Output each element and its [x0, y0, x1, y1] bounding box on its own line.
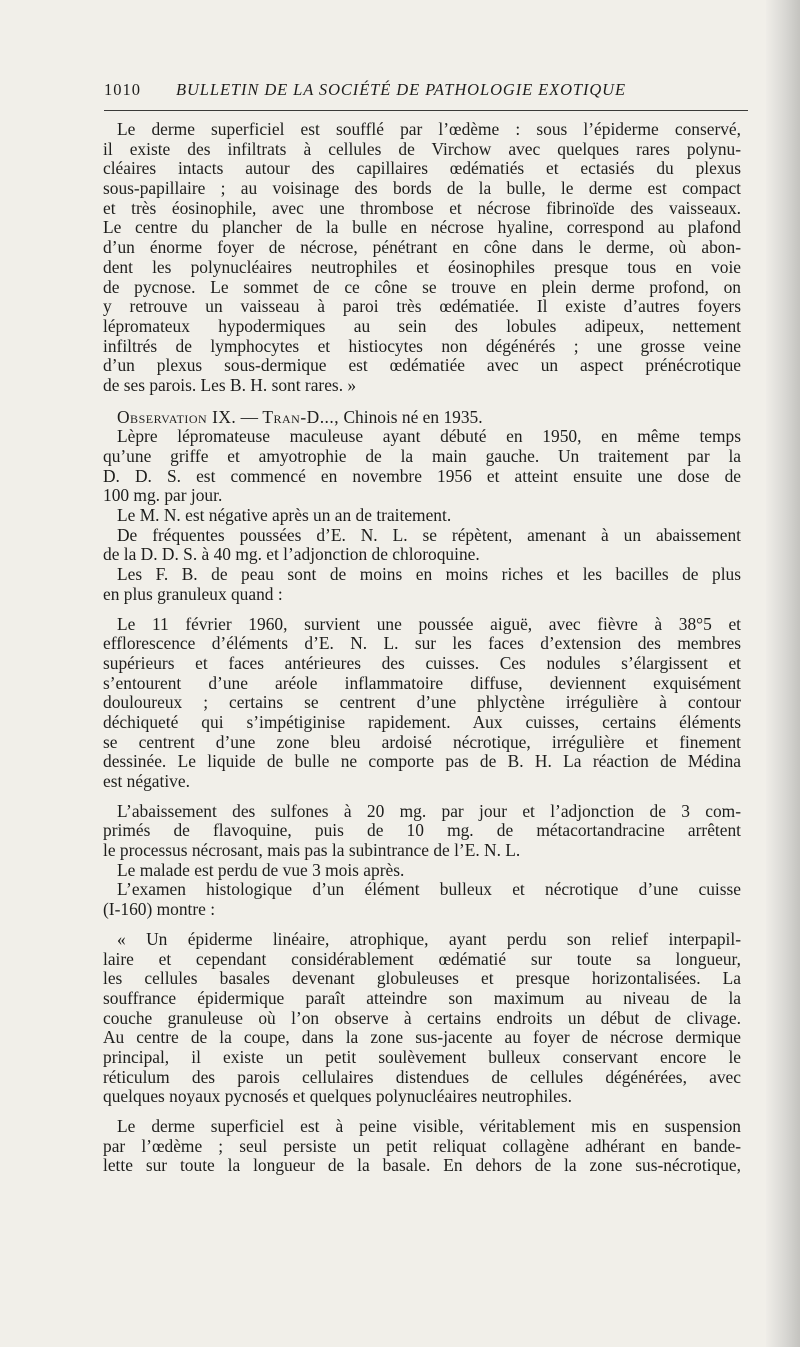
- text-line: Les F. B. de peau sont de moins en moins riches et les bacilles de plus: [117, 564, 741, 585]
- text-line: se centrent d’une zone bleu ardoisé nécrotique, irrégulière et finement: [103, 731, 741, 752]
- text-line: le processus nécrosant, mais pas la subintrance de l’E. N. L.: [103, 840, 521, 861]
- paragraph-histology-quote: [103, 930, 741, 1107]
- text-line: L’examen histologique d’un élément bulleux et nécrotique d’une cuisse: [117, 879, 741, 900]
- text-line: laire et cependant considérablement œdématié sur toute sa longueur,: [103, 948, 741, 969]
- text-line: primés de flavoquine, puis de 10 mg. de métacortandracine arrêtent: [103, 820, 741, 841]
- paragraph-histology-intro: [103, 880, 741, 919]
- text-line: d’un plexus sous-dermique est œdématiée avec un aspect prénécrotique: [103, 355, 741, 376]
- text-line: s’entourent d’une aréole inflammatoire diffuse, deviennent exquisément: [103, 672, 741, 693]
- text-line: Le M. N. est négative après un an de traitement.: [117, 505, 452, 526]
- header-rule: [104, 110, 748, 111]
- page-edge-shadow: [766, 0, 800, 1347]
- paragraph-treatment: [103, 802, 741, 861]
- text-line: Le malade est perdu de vue 3 mois après.: [117, 859, 405, 880]
- text-line: déchiqueté qui s’impétiginise rapidement. Aux cuisses, certains éléments: [103, 711, 741, 732]
- observation-heading: [103, 408, 741, 428]
- text-line: couche granuleuse où l’on observe à certains endroits un début de clivage.: [103, 1007, 741, 1028]
- text-line: Le centre du plancher de la bulle en nécrose hyaline, correspond au plafond: [103, 217, 741, 238]
- paragraph-histology-continued: [103, 120, 741, 396]
- observation-label: Observation IX.: [117, 406, 237, 427]
- text-line: « Un épiderme linéaire, atrophique, ayant perdu son relief interpapil-: [117, 928, 741, 949]
- text-line: douloureux ; certains se centrent d’une phlyctène irrégulière à contour: [103, 692, 741, 713]
- text-line: y retrouve un vaisseau à paroi très œdématiée. Il existe d’autres foyers: [103, 296, 741, 317]
- text-line: L’abaissement des sulfones à 20 mg. par jour et l’adjonction de 3 com-: [117, 800, 741, 821]
- text-line: par l’œdème ; seul persiste un petit reliquat collagène adhérant en bande-: [103, 1135, 741, 1156]
- paragraph-lost-follow-up: [103, 861, 741, 881]
- paragraph-superficial-dermis: [103, 1117, 741, 1176]
- text-line: dent les polynucléaires neutrophiles et éosinophiles presque tous en voie: [103, 256, 741, 277]
- text-line: en plus granuleux quand :: [103, 583, 283, 604]
- text-line: 100 mg. par jour.: [103, 485, 223, 506]
- text-line: qu’une griffe et amyotrophie de la main gauche. Un traitement par la: [103, 446, 741, 466]
- text-line: les cellules basales devenant globuleuses et presque horizontalisées. La: [103, 968, 741, 989]
- paragraph-acute-episode: [103, 615, 741, 792]
- text-line: lépromateux hypodermiques au sein des lobules adipeux, nettement: [103, 315, 741, 336]
- text-line: principal, il existe un petit soulèvement bulleux conservant encore le: [103, 1046, 741, 1067]
- text-line: de pycnose. Le sommet de ce cône se trouve en plein derme profond, on: [103, 276, 741, 297]
- running-header: [104, 80, 748, 106]
- text-line: Le 11 février 1960, survient une poussée aiguë, avec fièvre à 38°5 et: [117, 613, 741, 634]
- text-line: lette sur toute la longueur de la basale. En dehors de la zone sus-nécrotique,: [103, 1155, 741, 1176]
- text-line: infiltrés de lymphocytes et histiocytes non dégénérés ; une grosse veine: [103, 335, 741, 356]
- text-line: D. D. S. est commencé en novembre 1956 et atteint ensuite une dose de: [103, 465, 741, 486]
- text-line: De fréquentes poussées d’E. N. L. se répètent, amenant à un abaissement: [117, 524, 741, 545]
- journal-title: BULLETIN DE LA SOCIÉTÉ DE PATHOLOGIE EXOTIQUE: [176, 80, 626, 99]
- patient-description: Chinois né en 1935.: [343, 406, 483, 427]
- text-line: efflorescence d’éléments d’E. N. L. sur les faces d’extension des membres: [103, 633, 741, 654]
- text-line: de ses parois. Les B. H. sont rares. »: [103, 374, 357, 395]
- text-line: réticulum des parois cellulaires distendues de cellules dégénérées, avec: [103, 1066, 741, 1087]
- paragraph-history: [103, 427, 741, 506]
- text-line: quelques noyaux pycnosés et quelques polynucléaires neutrophiles.: [103, 1086, 572, 1107]
- text-line: Lèpre lépromateuse maculeuse ayant débuté en 1950, en même temps: [117, 426, 741, 447]
- page-number: 1010: [104, 80, 141, 99]
- text-line: est négative.: [103, 771, 190, 791]
- text-line: cléaires intacts autour des capillaires œdématiés et ectasiés du plexus: [103, 158, 741, 179]
- paragraph-enl-episodes: [103, 526, 741, 565]
- text-line: et très éosinophile, avec une thrombose et nécrose fibrinoïde des vaisseaux.: [103, 197, 741, 218]
- patient-name: Tran-D...,: [262, 406, 340, 427]
- observation-dash: —: [240, 406, 259, 427]
- text-line: Le derme superficiel est soufflé par l’œdème : sous l’épiderme conservé,: [117, 119, 741, 139]
- text-line: il existe des infiltrats à cellules de Virchow avec quelques rares polynu-: [103, 138, 741, 159]
- text-line: d’un énorme foyer de nécrose, pénétrant en cône dans le derme, où abon-: [103, 237, 741, 258]
- text-line: supérieurs et faces antérieures des cuisses. Ces nodules s’élargissent et: [103, 652, 741, 673]
- body-text: [103, 120, 741, 1176]
- text-line: Le derme superficiel est à peine visible, véritablement mis en suspension: [117, 1116, 741, 1136]
- text-line: Au centre de la coupe, dans la zone sus-jacente au foyer de nécrose dermique: [103, 1027, 741, 1048]
- text-line: (I-160) montre :: [103, 899, 216, 920]
- paragraph-mitsuda: [103, 506, 741, 526]
- text-line: de la D. D. S. à 40 mg. et l’adjonction de chloroquine.: [103, 544, 480, 565]
- text-line: souffrance épidermique paraît atteindre son maximum au niveau de la: [103, 987, 741, 1008]
- paragraph-skin-smears: [103, 565, 741, 604]
- text-line: sous-papillaire ; au voisinage des bords de la bulle, le derme est compact: [103, 178, 741, 199]
- text-line: dessinée. Le liquide de bulle ne comporte pas de B. H. La réaction de Médina: [103, 751, 741, 772]
